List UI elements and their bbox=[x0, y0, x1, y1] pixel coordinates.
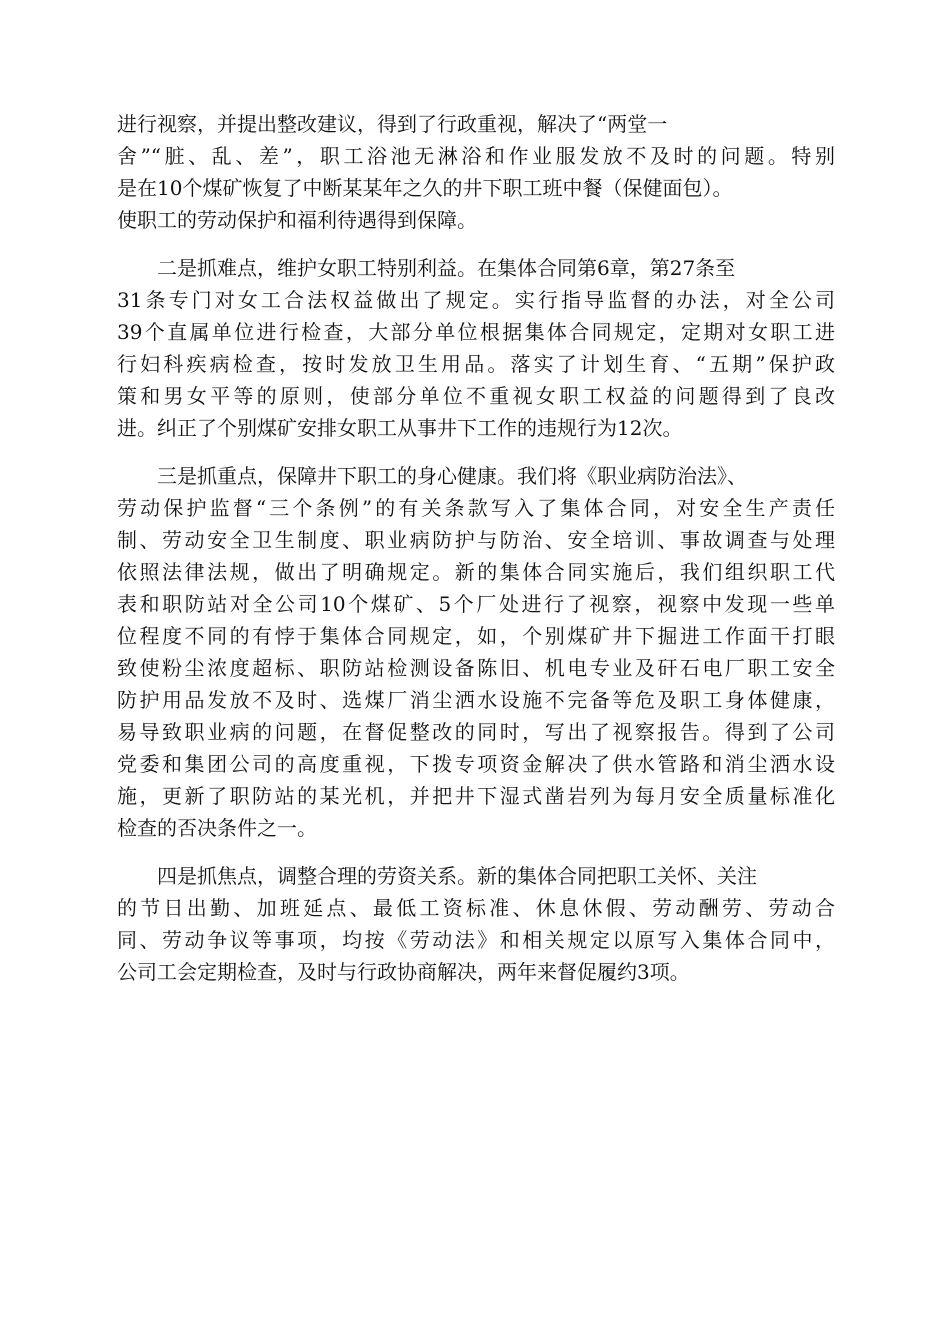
paragraph-1 bbox=[117, 108, 835, 236]
paragraph-line: 施，更新了职防站的某光机，并把井下湿式凿岩列为每月安全质量标准化 bbox=[117, 784, 835, 808]
paragraph-line: 防护用品发放不及时、选煤厂消尘洒水设施不完备等危及职工身体健康， bbox=[117, 688, 835, 712]
paragraph-line: 三是抓重点，保障井下职工的身心健康。我们将《职业病防治法》、 bbox=[157, 464, 747, 488]
paragraph-line: 四是抓焦点，调整合理的劳资关系。新的集体合同把职工关怀、关注 bbox=[157, 864, 757, 888]
paragraph-line: 31条专门对女工合法权益做出了规定。实行指导监督的办法，对全公司 bbox=[117, 288, 835, 312]
paragraph-line: 进。纠正了个别煤矿安排女职工从事井下工作的违规行为12次。 bbox=[117, 416, 683, 440]
paragraph-line: 制、劳动安全卫生制度、职业病防护与防治、安全培训、事故调查与处理 bbox=[117, 528, 835, 552]
paragraph-line: 劳动保护监督“三个条例”的有关条款写入了集体合同，对安全生产责任 bbox=[117, 496, 835, 520]
paragraph-line: 致使粉尘浓度超标、职防站检测设备陈旧、机电专业及矸石电厂职工安全 bbox=[117, 656, 835, 680]
paragraph-line: 二是抓难点，维护女职工特别利益。在集体合同第6章，第27条至 bbox=[157, 256, 736, 280]
paragraph-line: 行妇科疾病检查，按时发放卫生用品。落实了计划生育、“五期”保护政 bbox=[117, 352, 835, 376]
paragraph-gap bbox=[117, 844, 835, 860]
paragraph-line: 进行视察，并提出整改建议，得到了行政重视，解决了“两堂一 bbox=[117, 112, 668, 136]
paragraph-gap bbox=[117, 444, 835, 460]
paragraph-line: 位程度不同的有悖于集体合同规定，如，个别煤矿井下掘进工作面干打眼 bbox=[117, 624, 835, 648]
paragraph-line: 公司工会定期检查，及时与行政协商解决，两年来督促履约3项。 bbox=[117, 960, 690, 984]
paragraph-line: 检查的否决条件之一。 bbox=[117, 816, 317, 840]
paragraph-line: 同、劳动争议等事项，均按《劳动法》和相关规定以原写入集体合同中， bbox=[117, 928, 835, 952]
paragraph-2 bbox=[117, 252, 835, 444]
paragraph-line: 依照法律法规，做出了明确规定。新的集体合同实施后，我们组织职工代 bbox=[117, 560, 835, 584]
document-body bbox=[117, 108, 835, 988]
paragraph-3 bbox=[117, 460, 835, 844]
paragraph-line: 策和男女平等的原则，使部分单位不重视女职工权益的问题得到了良改 bbox=[117, 384, 835, 408]
paragraph-4 bbox=[117, 860, 835, 988]
paragraph-line: 易导致职业病的问题，在督促整改的同时，写出了视察报告。得到了公司 bbox=[117, 720, 835, 744]
paragraph-line: 党委和集团公司的高度重视，下拨专项资金解决了供水管路和消尘洒水设 bbox=[117, 752, 835, 776]
paragraph-line: 是在10个煤矿恢复了中断某某年之久的井下职工班中餐（保健面包）。 bbox=[117, 176, 733, 200]
paragraph-gap bbox=[117, 236, 835, 252]
paragraph-line: 39个直属单位进行检查，大部分单位根据集体合同规定，定期对女职工进 bbox=[117, 320, 835, 344]
paragraph-line: 的节日出勤、加班延点、最低工资标准、休息休假、劳动酬劳、劳动合 bbox=[117, 896, 835, 920]
paragraph-line: 使职工的劳动保护和福利待遇得到保障。 bbox=[117, 208, 477, 232]
paragraph-line: 表和职防站对全公司10个煤矿、5个厂处进行了视察，视察中发现一些单 bbox=[117, 592, 835, 616]
paragraph-line: 舍”“脏、乱、差”，职工浴池无淋浴和作业服发放不及时的问题。特别 bbox=[117, 144, 835, 168]
